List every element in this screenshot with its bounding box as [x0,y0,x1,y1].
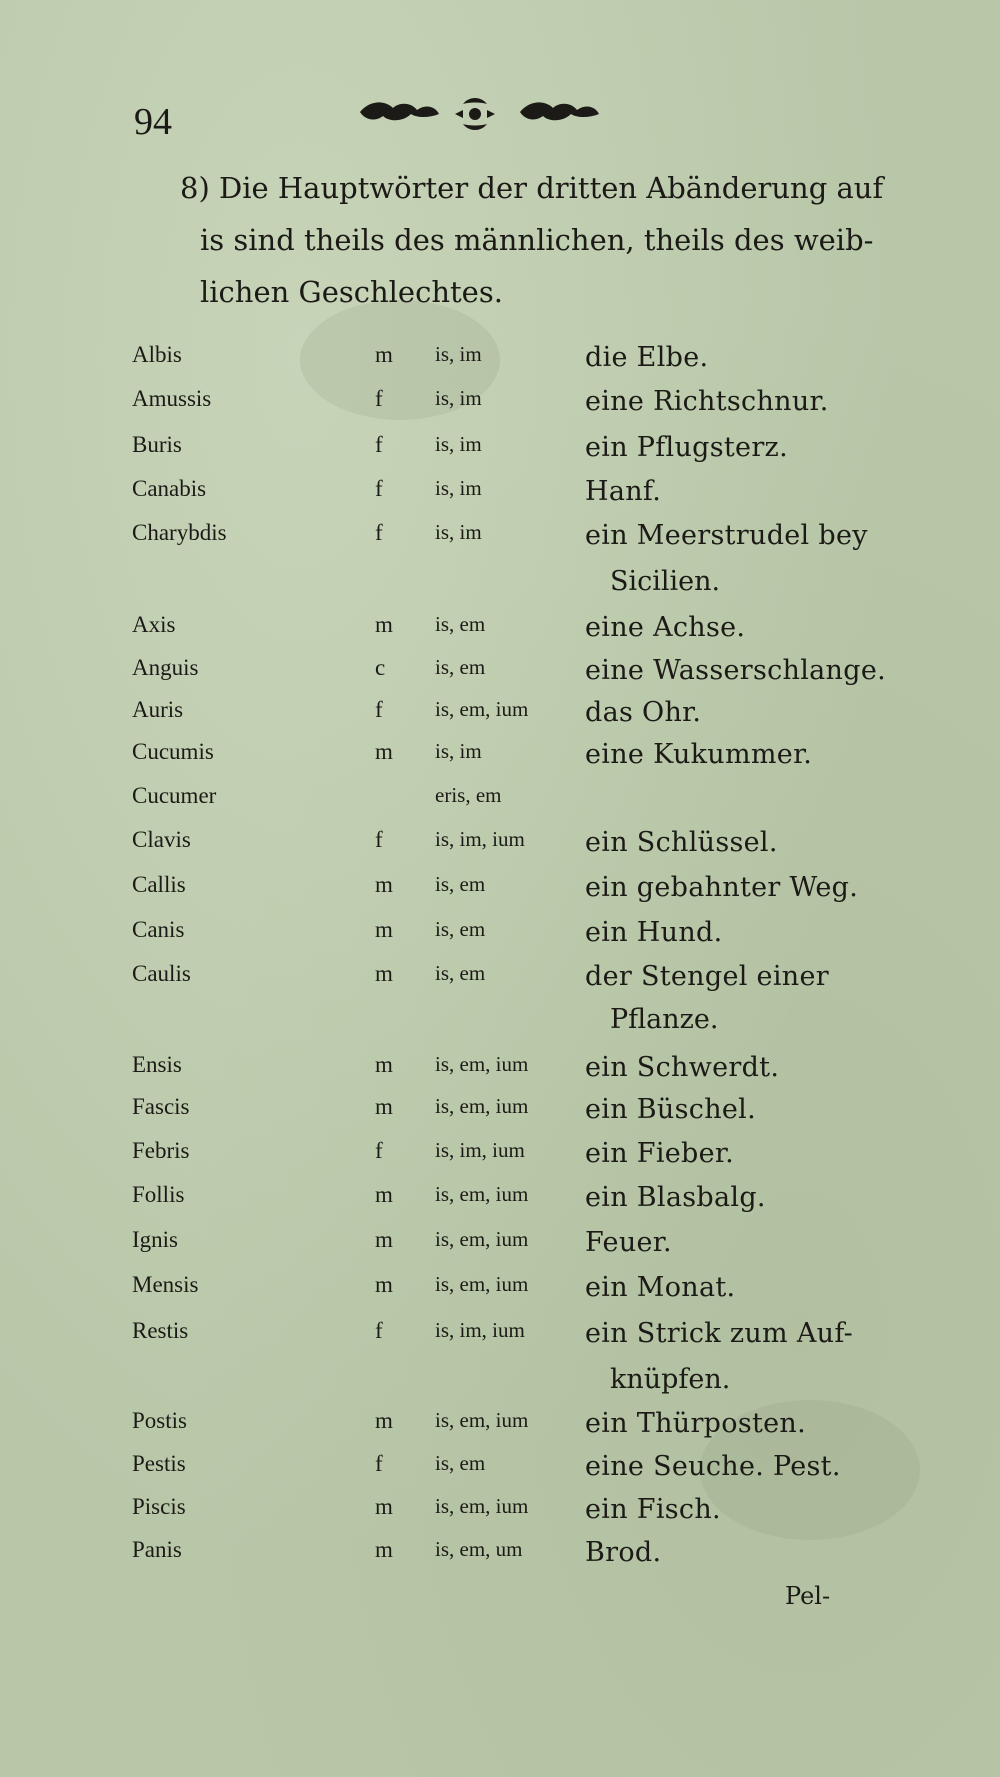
latin-word: Pestis [132,1451,186,1476]
german-meaning: der Stengel einer [585,961,829,992]
catchword: Pel- [785,1582,831,1610]
gender: m [375,961,393,986]
latin-word: Amussis [132,386,212,411]
table-row [0,655,1000,699]
declension-endings: eris, em [435,783,502,807]
gender: f [375,520,383,545]
table-row [0,1138,1000,1182]
gender: m [375,872,393,897]
gender: f [375,697,383,722]
table-row [0,1408,1000,1452]
meaning-continuation: Sicilien. [610,566,721,597]
latin-word: Anguis [132,655,199,680]
latin-word: Ignis [132,1227,178,1252]
gender: f [375,827,383,852]
german-meaning: ein Meerstrudel bey [585,520,868,551]
table-row [0,917,1000,961]
declension-endings: is, im [435,476,482,500]
table-row [0,783,1000,827]
latin-word: Panis [132,1537,182,1562]
german-meaning: ein gebahnter Weg. [585,872,859,903]
heading-line: is sind theils des männlichen, theils des weib- [200,223,874,257]
german-meaning: Hanf. [585,476,662,507]
declension-endings: is, im, ium [435,1318,525,1342]
german-meaning: eine Seuche. Pest. [585,1451,841,1482]
german-meaning: ein Fieber. [585,1138,735,1169]
declension-endings: is, em [435,655,486,679]
table-row [0,476,1000,520]
latin-word: Callis [132,872,186,897]
gender: m [375,1182,393,1207]
declension-endings: is, im [435,520,482,544]
gender: f [375,1318,383,1343]
meaning-continuation: knüpfen. [610,1364,731,1395]
latin-word: Febris [132,1138,190,1163]
table-row [0,1094,1000,1138]
latin-word: Clavis [132,827,191,852]
declension-endings: is, em, ium [435,1182,529,1206]
gender: m [375,1408,393,1433]
table-row [0,342,1000,386]
declension-endings: is, im [435,739,482,763]
table-row [0,612,1000,656]
german-meaning: die Elbe. [585,342,709,373]
german-meaning: eine Wasserschlange. [585,655,886,686]
table-row [0,1182,1000,1226]
gender: m [375,342,393,367]
german-meaning: ein Blasbalg. [585,1182,766,1213]
latin-word: Canis [132,917,185,942]
table-row [0,961,1000,1005]
latin-word: Postis [132,1408,187,1433]
declension-endings: is, em, ium [435,1494,529,1518]
german-meaning: eine Kukummer. [585,739,813,770]
latin-word: Restis [132,1318,189,1343]
table-row [0,1052,1000,1096]
latin-word: Cucumis [132,739,214,764]
table-row [0,1318,1000,1362]
german-meaning: ein Hund. [585,917,723,948]
latin-word: Cucumer [132,783,217,808]
declension-endings: is, em [435,961,486,985]
table-row [0,739,1000,783]
latin-word: Piscis [132,1494,186,1519]
latin-word: Ensis [132,1052,182,1077]
gender: m [375,917,393,942]
table-row [0,827,1000,871]
table-row [0,1451,1000,1495]
declension-endings: is, em, ium [435,1408,529,1432]
page-number: 94 [134,101,172,143]
latin-word: Charybdis [132,520,227,545]
declension-endings: is, em, ium [435,1272,529,1296]
heading-line: lichen Geschlechtes. [200,275,503,309]
german-meaning: ein Pflugsterz. [585,432,788,463]
latin-word: Auris [132,697,184,722]
german-meaning: ein Monat. [585,1272,736,1303]
table-row [0,872,1000,916]
declension-endings: is, em, ium [435,1094,529,1118]
table-row [0,1227,1000,1271]
latin-word: Mensis [132,1272,199,1297]
declension-endings: is, im [435,432,482,456]
gender: m [375,739,393,764]
latin-word: Buris [132,432,182,457]
gender: m [375,1537,393,1562]
declension-endings: is, em [435,917,486,941]
declension-endings: is, im [435,386,482,410]
gender: f [375,1138,383,1163]
german-meaning: ein Fisch. [585,1494,721,1525]
latin-word: Albis [132,342,182,367]
german-meaning: Feuer. [585,1227,672,1258]
table-row [0,432,1000,476]
german-meaning: ein Strick zum Auf- [585,1318,854,1349]
gender: m [375,1052,393,1077]
latin-word: Axis [132,612,176,637]
latin-word: Follis [132,1182,185,1207]
german-meaning: ein Thürposten. [585,1408,806,1439]
latin-word: Caulis [132,961,191,986]
declension-endings: is, im, ium [435,1138,525,1162]
table-row [0,697,1000,741]
table-row [0,520,1000,564]
gender: m [375,1272,393,1297]
gender: f [375,432,383,457]
german-meaning: eine Richtschnur. [585,386,829,417]
latin-word: Fascis [132,1094,190,1119]
gender: f [375,386,383,411]
german-meaning: das Ohr. [585,697,702,728]
german-meaning: ein Schlüssel. [585,827,778,858]
declension-endings: is, im [435,342,482,366]
declension-endings: is, em, ium [435,1052,529,1076]
german-meaning: ein Schwerdt. [585,1052,780,1083]
declension-endings: is, em, ium [435,1227,529,1251]
gender: m [375,1494,393,1519]
latin-word: Canabis [132,476,207,501]
gender: m [375,1094,393,1119]
heading-line: 8) Die Hauptwörter der dritten Abänderung auf [180,171,884,205]
declension-endings: is, em, um [435,1537,523,1561]
table-row [0,1537,1000,1581]
table-row [0,1494,1000,1538]
declension-endings: is, im, ium [435,827,525,851]
gender: f [375,1451,383,1476]
german-meaning: ein Büschel. [585,1094,756,1125]
table-row [0,1272,1000,1316]
gender: f [375,476,383,501]
german-meaning: eine Achse. [585,612,746,643]
table-row [0,386,1000,430]
german-meaning: Brod. [585,1537,662,1568]
gender: m [375,1227,393,1252]
gender: m [375,612,393,637]
declension-endings: is, em [435,872,486,896]
declension-endings: is, em [435,1451,486,1475]
meaning-continuation: Pflanze. [610,1004,719,1035]
declension-endings: is, em, ium [435,697,529,721]
gender: c [375,655,386,680]
declension-endings: is, em [435,612,486,636]
